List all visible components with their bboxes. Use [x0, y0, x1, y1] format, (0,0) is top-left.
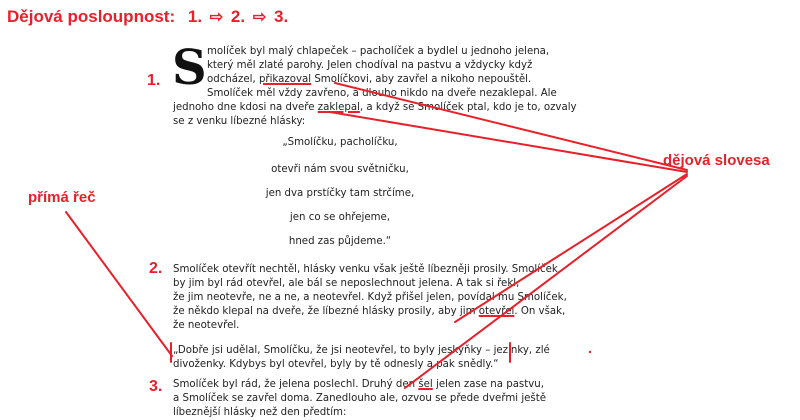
text-line: se z venku líbezné hlásky: [173, 116, 306, 127]
text-fragment: odcházel, [207, 74, 259, 85]
quote [173, 344, 550, 372]
right-arrow-icon: ⇨ [252, 9, 267, 26]
poem-line: hned zas půjdeme.“ [288, 236, 392, 247]
action-verb: otevřel [478, 306, 515, 317]
section-number-1: 1. [147, 72, 161, 89]
step-3: 3. [273, 7, 289, 26]
step-2: 2. [230, 7, 246, 26]
text-fragment: Smolíčkovi, aby zavřel a nikoho nepouštěl. [311, 74, 532, 85]
text-line: Smolíček měl vždy zavřeno, a dlouho nikdo na dveře nezaklepal. Ale [207, 88, 557, 99]
paragraph-3 [173, 378, 546, 420]
sequence-header [7, 7, 288, 27]
text-fragment: že někdo klepal na dveře, že líbezné hlásky prosily, aby jim [173, 306, 479, 317]
text-fragment: , a když se Smolíček ptal, kdo je to, ozvaly [359, 102, 577, 113]
stray-dot [589, 351, 591, 353]
text-line: molíček byl malý chlapeček – pacholíček a bydlel u jednoho jelena, [207, 46, 550, 57]
poem-line: „Smolíčku, pacholíčku, [282, 137, 398, 148]
text-line [173, 378, 544, 392]
section-number-2: 2. [149, 260, 163, 277]
right-arrow-icon: ⇨ [209, 9, 224, 26]
paragraph-1 [172, 40, 577, 129]
dropcap: S [172, 40, 207, 96]
quote-line: divoženky. Kdybys byl otevřel, byly by tě odnesly a pak snědly.“ [173, 359, 499, 370]
text-fragment: Smolíček byl rád, že jelena poslechl. Druhý den [173, 379, 419, 390]
text-line: Smolíček otevřít nechtěl, hlásky venku však ještě líbezněji prosily. Smolíček [173, 264, 558, 275]
text-line [173, 101, 577, 115]
text-line: že jim neotevře, ne a ne, a neotevřel. Když přišel jelen, povídal mu Smolíček, [173, 292, 567, 303]
text-fragment: jelen zase na pastvu, [432, 379, 544, 390]
action-verb: přikazoval [258, 74, 312, 85]
quote-line: „Dobře jsi udělal, Smolíčku, že jsi neotevřel, to byly jeskyňky – jezinky, zlé [173, 345, 550, 356]
pointer-line [66, 212, 172, 356]
text-line [173, 305, 566, 319]
step-1: 1. [187, 7, 203, 26]
action-verb: zaklepal [317, 102, 360, 113]
text-fragment: . On však, [514, 306, 566, 317]
text-fragment: jednoho dne kdosi na dveře [173, 102, 318, 113]
text-line [173, 73, 532, 87]
paragraph-2 [173, 263, 567, 333]
text-line: že neotevřel. [173, 320, 240, 331]
poem-line: jen co se ohřejeme, [289, 212, 391, 223]
text-line: by jim byl rád otevřel, ale bál se neposlechnout jelena. A tak si řekl, [173, 278, 520, 289]
action-verb: šel [418, 379, 433, 390]
speech-label: přímá řeč [28, 189, 96, 206]
poem-line: otevři nám svou světničku, [271, 164, 409, 175]
text-line: líbeznější hlásky než den předtím: [173, 407, 347, 418]
section-number-3: 3. [149, 378, 163, 395]
verbs-label: dějová slovesa [663, 152, 770, 169]
poem-line: jen dva prstíčky tam strčíme, [265, 188, 415, 199]
sequence-title: Dějová posloupnost: [7, 7, 176, 26]
text-line: který měl zlaté parohy. Jelen chodíval na pastvu a vždycky když [207, 60, 533, 71]
text-line: a Smolíček se zavřel doma. Zanedlouho ale, ozvou se přede dveřmi ještě [173, 393, 546, 404]
